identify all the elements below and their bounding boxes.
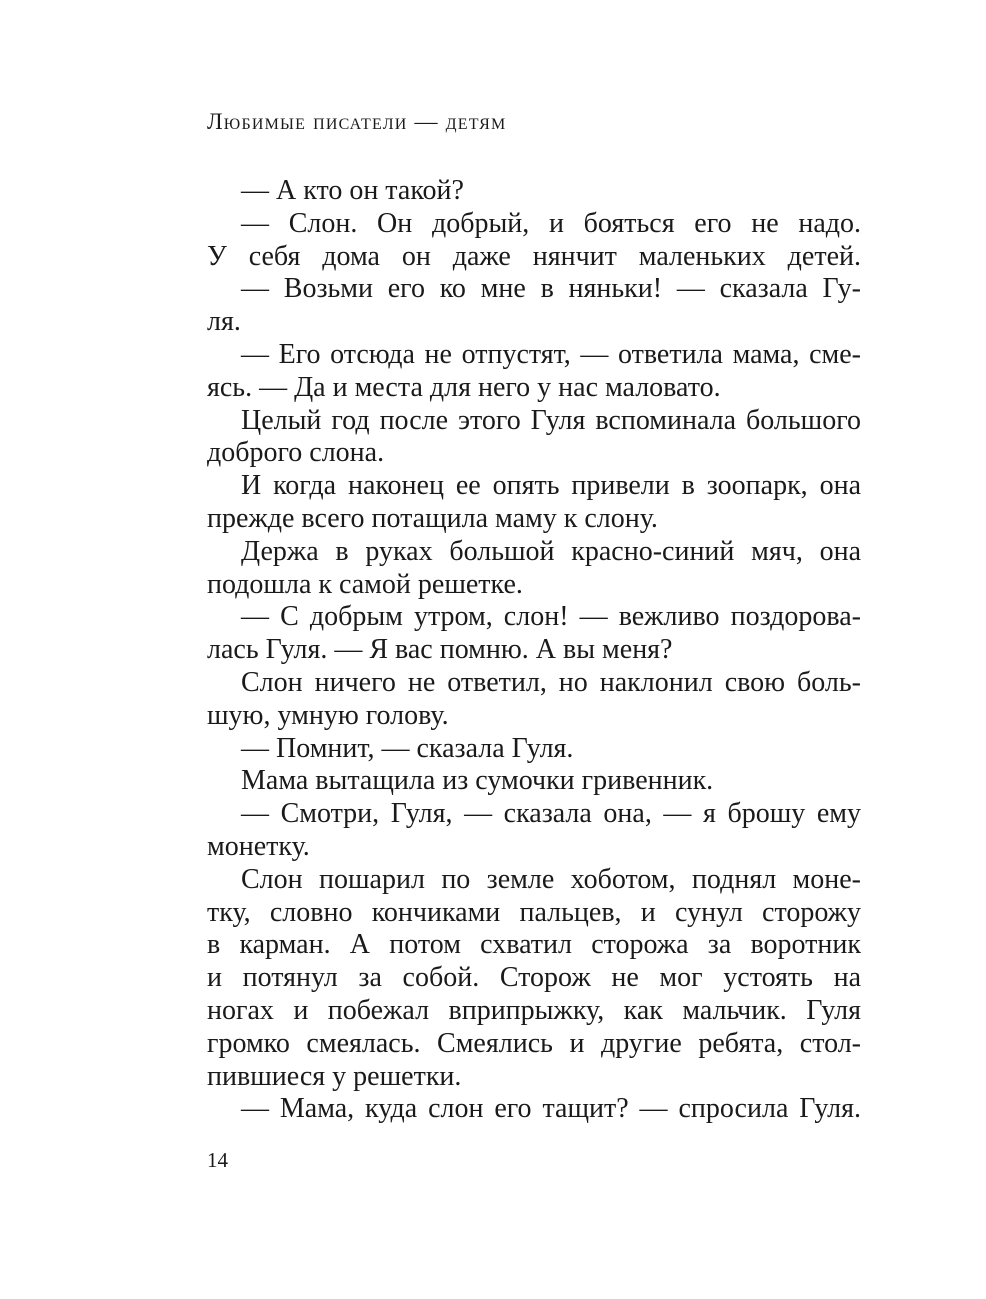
text-line: Держа в руках большой красно-синий мяч, она: [241, 535, 861, 567]
body-text: [207, 175, 861, 1126]
text-line: ногах и побежал вприпрыжку, как мальчик. Гуля: [207, 994, 861, 1026]
page-number: 14: [207, 1148, 228, 1172]
text-line: лась Гуля. — Я вас помню. А вы меня?: [207, 634, 673, 666]
text-line: громко смеялась. Смеялись и другие ребята, стол-: [207, 1027, 861, 1059]
text-line: Целый год после этого Гуля вспоминала большого: [241, 404, 861, 436]
text-line: — Помнит, — сказала Гуля.: [241, 732, 574, 764]
text-line: монетку.: [207, 830, 310, 862]
text-line: в карман. А потом схватил сторожа за воротник: [207, 929, 861, 961]
text-line: Слон ничего не ответил, но наклонил свою боль-: [241, 666, 861, 698]
text-line: прежде всего потащила маму к слону.: [207, 502, 658, 534]
text-line: и потянул за собой. Сторож не мог устоять на: [207, 962, 861, 994]
text-line: доброго слона.: [207, 437, 385, 469]
text-line: подошла к самой решетке.: [207, 568, 523, 600]
text-line: — Возьми его ко мне в няньки! — сказала Гу-: [241, 273, 861, 305]
text-line: Мама вытащила из сумочки гривенник.: [241, 765, 714, 797]
text-line: — Его отсюда не отпустят, — ответила мама, сме-: [241, 338, 861, 370]
text-line: тку, словно кончиками пальцев, и сунул сторожу: [207, 896, 861, 928]
running-head: Любимые писатели — детям: [207, 109, 507, 134]
text-line: — С добрым утром, слон! — вежливо поздорова-: [241, 601, 861, 633]
text-line: — Смотри, Гуля, — сказала она, — я брошу ему: [241, 798, 861, 830]
text-line: У себя дома он даже нянчит маленьких детей.: [207, 240, 861, 272]
text-line: — Слон. Он добрый, и бояться его не надо.: [241, 207, 861, 239]
text-line: ясь. — Да и места для него у нас маловато.: [207, 371, 721, 403]
text-line: ля.: [207, 306, 241, 338]
text-line: — Мама, куда слон его тащит? — спросила Гуля.: [241, 1093, 861, 1125]
text-line: пившиеся у решетки.: [207, 1060, 462, 1092]
text-line: И когда наконец ее опять привели в зоопарк, она: [241, 470, 861, 502]
text-line: Слон пошарил по земле хоботом, поднял моне-: [241, 863, 861, 895]
text-line: шую, умную голову.: [207, 699, 449, 731]
text-line: — А кто он такой?: [241, 175, 464, 206]
